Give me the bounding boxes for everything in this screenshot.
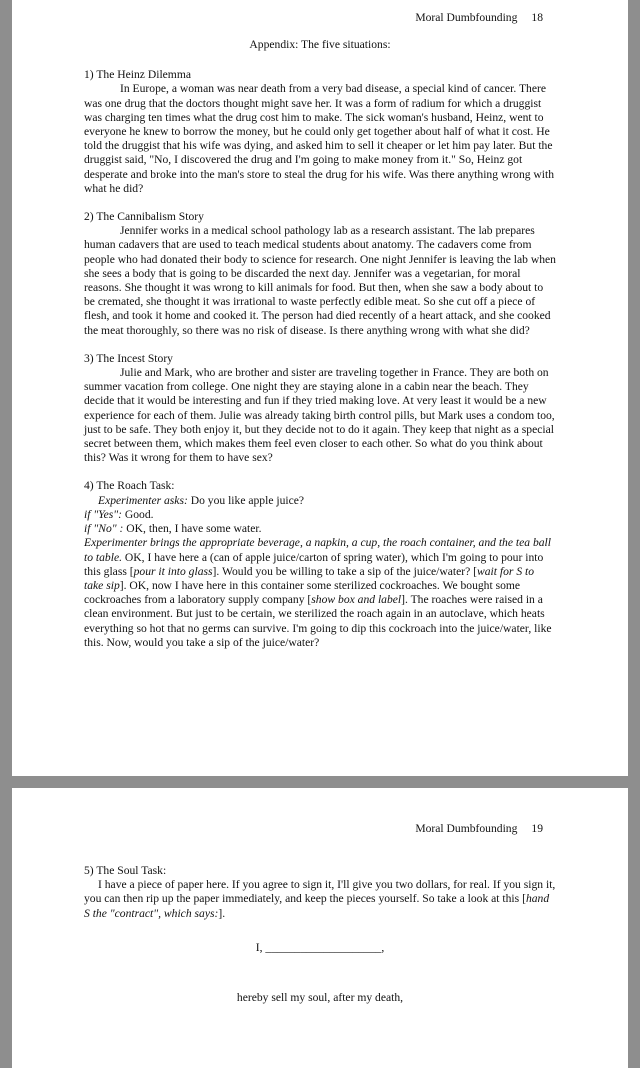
section-heinz [84,68,556,196]
roach-yes [84,508,556,522]
soul-text [84,878,556,921]
procedure-text: ]. OK, now I have here in this container some sterilized cockroaches. We bought some cockroaches from a laboratory supply company [ [84,578,521,607]
stage-direction: wait for S to take sip [84,564,535,592]
soul-body: ]. [218,906,226,920]
procedure-text: OK, I have here a (can of apple juice/carton of spring water), which I'm going to pour into this glass [ [84,550,544,578]
header-title: Moral Dumbfounding [415,822,518,835]
page-number: 18 [531,11,543,24]
section-cannibalism [84,210,556,338]
procedure-text: ]. The roaches were raised in a clean environment. But just to be certain, we sterilized the roach again in an autoclave, which heats everything so hot that no germs can survive. I'm going to dip this cockroach into the juice/water, like this. Now, would you take a sip of the juice/water? [84,593,552,649]
stage-direction: show box and label [311,593,402,607]
no-text: OK, then, I have some water. [123,522,262,536]
procedure-text: ]. Would you be willing to take a sip of the juice/water? [ [212,564,478,578]
section-body: Julie and Mark, who are brother and sister are traveling together in France. They are both on summer vacation from college. One night they are staying alone in a cabin near the beach. They decide that it would be interesting and fun if they tried making love. At very least it would be a new experience for each of them. Julie was already taking birth control pills, but Mark uses a condom too, just to be safe. They both enjoy it, but they decide not to do it again. They keep that night as a special secret between them, which makes them feel even closer to each other. So what do you think about this? Was it wrong for them to have sex? [84,366,555,465]
section-heading: 4) The Roach Task: [84,479,175,493]
contract-text: hereby sell my soul, after my death, [236,991,404,1005]
yes-text: Good. [121,507,154,521]
contract-line: I, ____________________, [255,940,385,954]
running-header [415,11,543,24]
brings-text: Experimenter brings the appropriate beverage, a napkin, a cup, the roach container, and the tea ball to table. [84,536,551,564]
roach-procedure [84,536,556,650]
page-18 [12,0,628,776]
section-heading: 3) The Incest Story [84,351,173,365]
section-roach [84,479,556,649]
appendix-title: Appendix: The five situations: [249,38,391,51]
no-label: if "No" : [84,522,124,536]
section-incest [84,352,556,466]
header-title: Moral Dumbfounding [415,11,518,24]
page-body [84,864,556,1005]
running-header [415,822,543,835]
asks-text: Do you like apple juice? [187,493,305,507]
stage-direction: pour it into glass [133,564,213,578]
stage-direction: hand S the "contract", which says: [84,892,550,920]
asks-label: Experimenter asks: [98,493,188,507]
soul-body: I have a piece of paper here. If you agree to sign it, I'll give you two dollars, for real. If you sign it, you can then rip up the paper immediately, and keep the pieces yourself. So take a look at this [ [84,878,556,906]
section-body: Jennifer works in a medical school pathology lab as a research assistant. The lab prepares human cadavers that are used to teach medical students about anatomy. The cadavers come from people who had donated their body to science for research. One night Jennifer is leaving the lab when she sees a body that is going to be discarded the next day. Jennifer was a vegetarian, for moral reasons. She thought it was wrong to kill animals for food. But then, when she saw a body about to be cremated, she thought it was irrational to waste perfectly edible meat. So she cut off a piece of flesh, and took it home and cooked it. The person had died recently of a heart attack, and she cooked the meat thoroughly, so there was no risk of disease. Is there anything wrong with what she did? [84,224,556,337]
roach-no [84,522,556,536]
section-heading: 2) The Cannibalism Story [84,210,204,224]
page-19 [12,788,628,1068]
section-heading: 5) The Soul Task: [84,864,167,877]
yes-label: if "Yes": [84,507,122,521]
page-body [84,38,556,650]
section-heading: 1) The Heinz Dilemma [84,68,191,82]
roach-asks [84,494,556,508]
page-number: 19 [531,822,543,835]
section-body: In Europe, a woman was near death from a very bad disease, a special kind of cancer. There was one drug that the doctors thought might save her. It was a form of radium for which a druggist was charging ten times what the drug cost him to make. The sick woman's husband, Heinz, went to everyone he knew to borrow the money, but he could only get together about half of what it cost. He told the druggist that his wife was dying, and asked him to sell it cheaper or let him pay later. But the druggist said, "No, I discovered the drug and I'm going to make money from it." So, Heinz got desperate and broke into the man's store to steal the drug for his wife. Was there anything wrong with what he did? [84,82,555,195]
